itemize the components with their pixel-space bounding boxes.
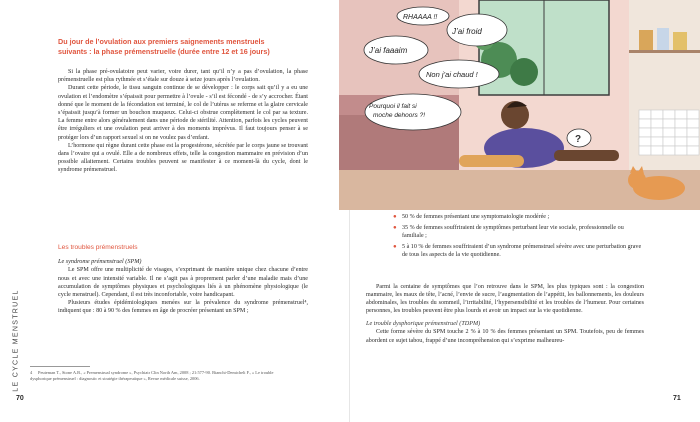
list-item-text: 35 % de femmes souffriraient de symptômes perturbant leur vie sociale, professionnelle ou familiale ;	[402, 225, 624, 240]
paragraph: Parmi la centaine de symptômes que l’on retrouve dans le SPM, les plus typiques sont : la congestion mammaire, les maux de tête, l’acné, l’envie de sucre, l’augmentation de l’appétit, les ballonnements, les douleurs abdominales, les troubles du sommeil, l’irritabilité, l’hypersensibilité et les troubles de l’humeur. Pour certaines personnes, les troubles peuvent être plus lourds et avoir un impact sur la vie quotidienne.	[366, 284, 644, 315]
illustration	[339, 0, 700, 210]
list-item	[393, 213, 645, 221]
footnote	[30, 370, 290, 382]
bullet-list	[393, 213, 645, 262]
bubble-chaud: Non j’ai chaud !	[426, 70, 478, 79]
paragraph: Le SPM offre une multiplicité de visages, s’exprimant de manière unique chez chacune d’entre nous et avec une intensité variable. Il ne s’agit pas à proprement parler d’une maladie mais d’une accumulation de symptômes physiques et psychologiques liés à un phénomène physiologique (le cycle menstruel). Cependant, il est très inconfortable, voire handicapant.	[58, 267, 308, 299]
list-item-text: 5 à 10 % de femmes souffriraient d’un syndrome prémenstruel sévère avec une perturbation grave de tous les aspects de la vie quotidienne.	[402, 244, 642, 259]
footnote-rule	[30, 366, 90, 367]
paragraph: L’hormone qui règne durant cette phase est la progestérone, sécrétée par le corps jaune se trouvant dans l’ovaire qui a ovulé. Elle a de nombreux effets, telle la congestion mammaire en prévision d’un possible allaitement. Certains troubles peuvent se manifester à ce moment-là du cycle, dont le syndrome prémenstruel.	[58, 142, 308, 174]
bullet-icon: ●	[393, 244, 397, 251]
chapter-side-tab-label: LE CYCLE MENSTRUEL	[12, 288, 20, 392]
paragraph: Plusieurs études épidémiologiques menées sur la prévalence du syndrome prémenstruel⁴, indiquent que : 80 à 90 % des femmes en âge de procréer présentant un SPM ;	[58, 300, 308, 315]
subsection	[58, 244, 308, 316]
paragraph: Si la phase pré-ovulatoire peut varier, voire durer, tant qu’il n’y a pas d’ovulation, la phase prémenstruelle est plus rythmée et s’étale sur douze à seize jours après l’ovulation.	[58, 69, 308, 84]
svg-text:?: ?	[575, 134, 582, 145]
bubble-rhaaaa: RHAAAA !!	[403, 14, 438, 21]
bubble-froid: J’ai froid	[452, 27, 482, 36]
subheading: Les troubles prémenstruels	[58, 244, 138, 251]
paragraph: Durant cette période, le tissu sanguin continue de se développer : le corps sait qu’il y a eu une ovulation et l’endomètre s’épaissit pour permettre à l’ovule - s’il est fécondé - de s’y accrocher. Étant donné que le moment de la fécondation est terminé, le col de l’utérus se referme et la glaire cervicale s’épaissit jusqu’à former un bouchon muqueux. Celui-ci obstrue complètement le col par sa texture. La femme entre alors généralement dans une période de stérilité. Attention, parfois les cycles peuvent être irréguliers et une ovulation peut arriver à des moments imprévus. Il faut toujours penser à se protéger lors d’un rapport sexuel si on ne voulez pas d’enfant.	[58, 85, 308, 141]
bubble-moche: Pourquoi il fait si moche dehoors ?!	[369, 103, 426, 119]
bubble-faim: J’ai faaaim	[369, 46, 408, 55]
list-item	[393, 243, 645, 259]
illustration-drawing	[339, 0, 700, 210]
page-number: 70	[16, 395, 24, 402]
page-number: 71	[673, 395, 681, 402]
chapter-side-tab	[10, 290, 22, 390]
subheading-tdpm: Le trouble dysphorique prémenstruel (TDPM)	[366, 320, 481, 328]
body-column	[58, 68, 308, 175]
bullet-icon: ●	[393, 225, 397, 232]
subsubheading: Le syndrome prémenstruel (SPM)	[58, 258, 142, 266]
bullet-icon: ●	[393, 214, 397, 220]
section-heading: Du jour de l’ovulation aux premiers saignements menstruels suivants : la phase prémenstruelle (durée entre 12 et 16 jours)	[58, 37, 270, 56]
footnote-number: 4	[30, 370, 33, 375]
footnote-text: Peuteman T., Stone A.B., « Premenstrual syndrome », Psychiatr Clin North Am, 2008 ; 21:577-90. Bianchi-Demicheli F., « Le trouble dysphorique prémenstruel : diagnostic et stratégie thérapeutique », Revue médicale suisse, 2006.	[30, 370, 274, 381]
list-item-text: 50 % de femmes présentant une symptomatologie modérée ;	[402, 214, 550, 220]
right-body-column	[366, 283, 644, 345]
paragraph: Cette forme sévère du SPM touche 2 % à 10 % des femmes présentant un SPM. Toutefois, peu de femmes abordent ce sujet tabou, frappé d’une incompréhension qui s’exprime malheureu-	[366, 329, 644, 344]
list-item	[393, 224, 645, 240]
